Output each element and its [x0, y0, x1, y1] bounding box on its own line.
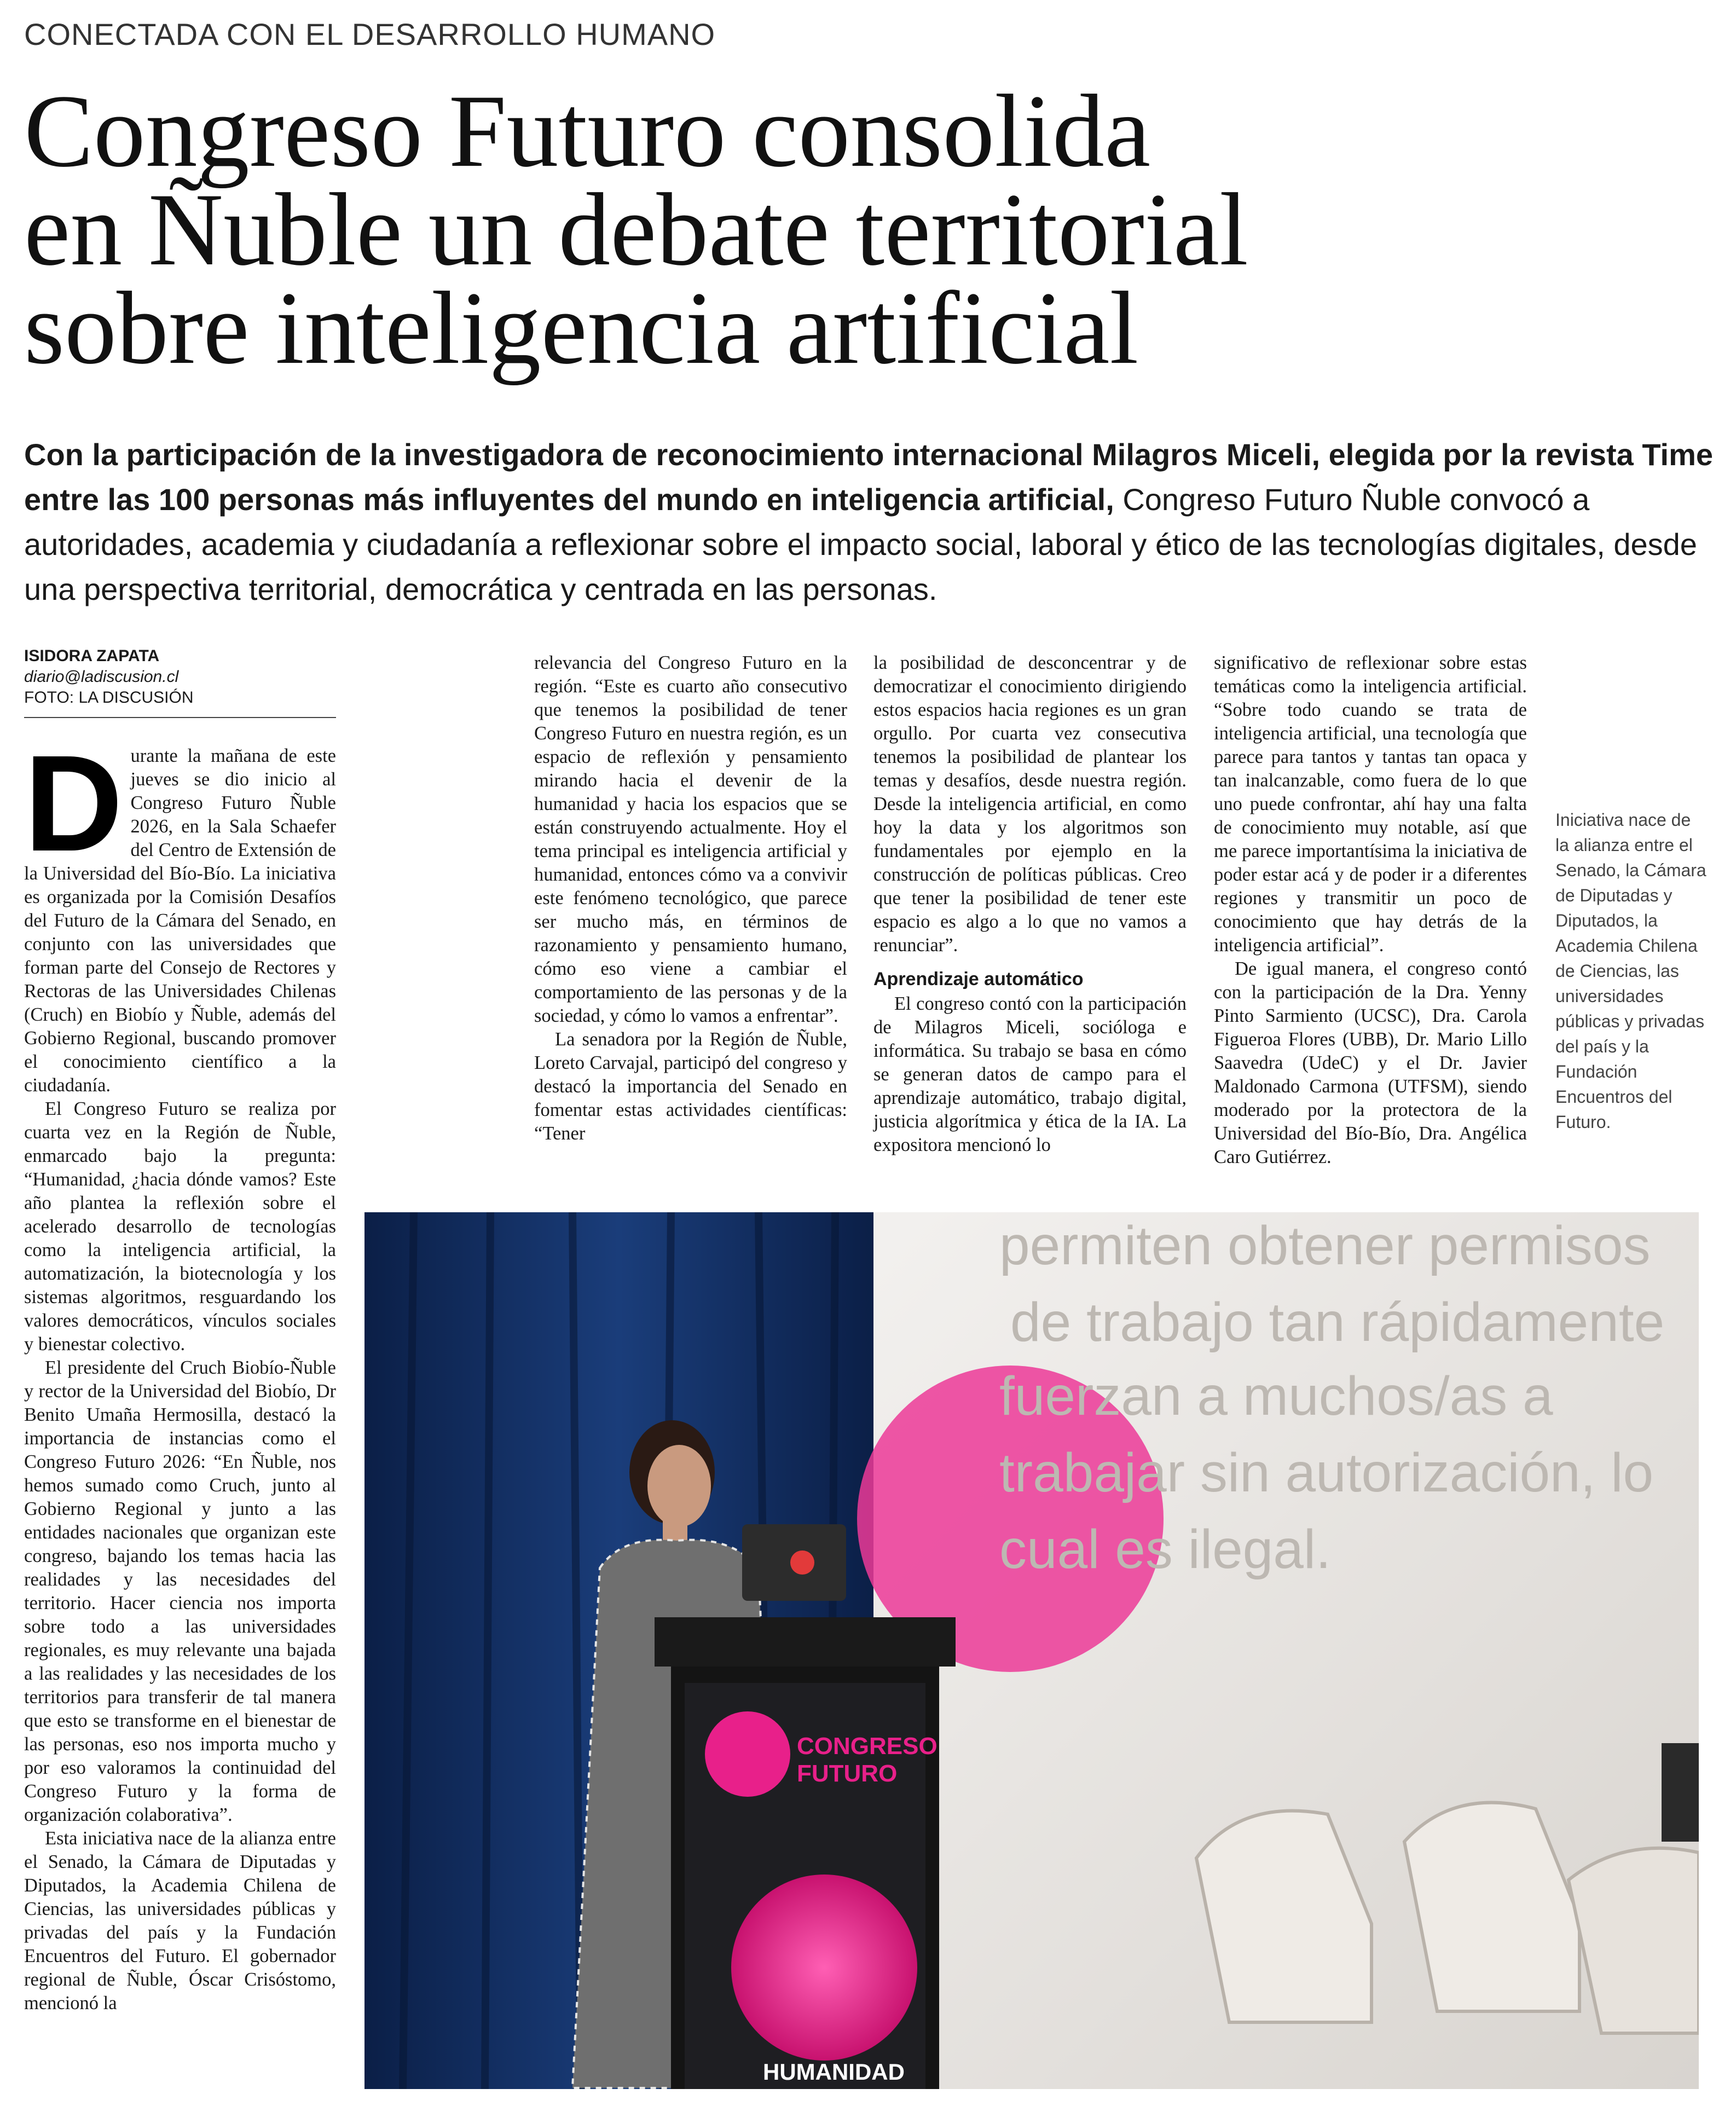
screen-text-line-4: trabajar sin autorización, lo [999, 1442, 1654, 1503]
paragraph-7: la posibilidad de desconcentrar y de democratizar el conocimiento dirigiendo estos espacios hacia regiones es un gran orgullo. Por cuarta vez consecutiva tenemos la posibilidad de plantear los temas y desafíos, desde nuestra región. Desde la inteligencia artificial, en como hoy la data y los algoritmos son fundamentales por ejemplo en la construcción de políticas públicas. Creo que tener la posibilidad de tener este espacio es algo a lo que no vamos a renunciar”. [873, 652, 1187, 956]
headline-line-3: sobre inteligencia artificial [24, 271, 1139, 386]
lead-bold: Con la participación de la investigadora de reconocimiento internacional Milagros Miceli, elegida por la revista Time entre las 100 personas más influyentes del mundo en inteligencia artificial, [24, 437, 1714, 517]
headline [24, 74, 1721, 386]
column-3 [873, 651, 1187, 1157]
screen-text-line-5: cual es ilegal. [999, 1519, 1331, 1580]
paragraph-1-text: urante la mañana de este jueves se dio inicio al Congreso Futuro Ñuble 2026, en la Sala Schaefer del Centro de Extensión de la Universidad del Bío-Bío. La iniciativa es organizada por la Comisión Desafíos del Futuro de la Cámara del Senado, en conjunto con las universidades que forman parte del Consejo de Rectores y Rectoras de las Universidades Chilenas (Cruch) en Biobío y Ñuble, además del Gobierno Regional, buscando promover el conocimiento científico a la ciudadanía. [24, 745, 336, 1096]
podium [655, 1617, 956, 2089]
headline-line-1: Congreso Futuro consolida [24, 74, 1151, 189]
column-2 [534, 651, 847, 1145]
paragraph-8: El congreso contó con la participación de Milagros Miceli, socióloga e informática. Su trabajo se basa en cómo se generan datos de campo para el aprendizaje automático, trabajo digital, justicia algorítmica y ética de la IA. La expositora mencionó lo [873, 993, 1187, 1155]
section-tag: CONECTADA CON EL DESARROLLO HUMANO [24, 17, 716, 51]
paragraph-6: La senadora por la Región de Ñuble, Loreto Carvajal, participó del congreso y destacó la importancia del Senado en fomentar estas actividades científicas: “Tener [534, 1029, 847, 1144]
lead-paragraph [24, 432, 1715, 612]
screen-text-line-3: fuerzan a muchos/as a [999, 1366, 1553, 1427]
article-photo [364, 1212, 1699, 2089]
paragraph-5: relevancia del Congreso Futuro en la región. “Este es cuarto año consecutivo que tenemos la posibilidad de tener Congreso Futuro en nuestra región, es un espacio de reflexión y pensamiento mirando hacia el devenir de la humanidad y hacia los espacios que se están construyendo actualmente. Hoy el tema principal es inteligencia artificial y humanidad, entonces cómo va a convivir este fenómeno tecnológico, que parece ser mucho más, en términos de razonamiento y pensamiento humano, cómo eso viene a cambiar el comportamiento de las personas y de la sociedad, y cómo lo vamos a enfrentar”. [534, 652, 847, 1026]
photo-credit: FOTO: LA DISCUSIÓN [24, 688, 194, 707]
drop-cap: D [24, 727, 123, 880]
paragraph-4: Esta iniciativa nace de la alianza entre el Senado, la Cámara de Diputadas y Diputados, la Academia Chilena de Ciencias, las universidades públicas y privadas del país y la Fundación Encuentros del Futuro. El gobernador regional de Ñuble, Óscar Crisóstomo, mencionó la [24, 1828, 336, 2014]
screen-text-line-1: permiten obtener permisos [999, 1215, 1651, 1276]
podium-logo-dot [705, 1711, 790, 1797]
paragraph-10: De igual manera, el congreso contó con la participación de la Dra. Yenny Pinto Sarmiento (UCSC), Dra. Carola Figueroa Flores (UBB), Dr. Mario Lillo Saavedra (UdeC) y el Dr. Javier Maldonado Carmona (UTFSM), siendo moderado por la protectora de la Universidad del Bío-Bío, Dra. Angélica Caro Gutiérrez. [1214, 958, 1527, 1167]
headline-line-2: en Ñuble un debate territorial [24, 172, 1248, 287]
lead-regular: Congreso Futuro Ñuble convocó a autoridades, academia y ciudadanía a reflexionar sobre el impacto social, laboral y ético de las tecnologías digitales, desde una perspectiva territorial, democrática y centrada en las personas. [24, 482, 1697, 606]
qr-code [1662, 1743, 1699, 1842]
paragraph-9: significativo de reflexionar sobre estas temáticas como la inteligencia artificial. “Sobre todo cuando se trata de inteligencia artificial, una tecnología que parece para tantos y tantas tan opaca y tan inalcanzable, como fuera de lo que uno puede confrontar, ahí hay una falta de conocimiento muy notable, así que me parece importantísima la iniciativa de poder estar acá y de poder ir a diferentes regiones y transmitir un poco de conocimiento que hay detrás de la inteligencia artificial”. [1214, 652, 1527, 956]
podium-bottom-text: HUMANIDAD [763, 2059, 905, 2085]
column-1 [24, 727, 336, 2015]
subheading: Aprendizaje automático [873, 969, 1084, 990]
author-name: ISIDORA ZAPATA [24, 647, 160, 665]
podium-brand-line-2: FUTURO [797, 1760, 898, 1787]
photo-illustration [364, 1212, 1699, 2089]
sidenote: Iniciativa nace de la alianza entre el Senado, la Cámara de Diputadas y Diputados, la Academia Chilena de Ciencias, las universidades públicas y privadas del país y la Fundación Encuentros del Futuro. [1555, 810, 1706, 1132]
screen-text-line-2: de trabajo tan rápidamente [1010, 1292, 1665, 1353]
author-email[interactable]: diario@ladiscusion.cl [24, 668, 179, 686]
paragraph-2: El Congreso Futuro se realiza por cuarta vez en la Región de Ñuble, enmarcado bajo la pregunta: “Humanidad, ¿hacia dónde vamos? Este año plantea la reflexión sobre el acelerado desarrollo de tecnologías como la inteligencia artificial, la automatización, la biotecnología y los sistemas algoritmos, resguardando los valores democráticos, vínculos sociales y bienestar colectivo. [24, 1098, 336, 1355]
byline-divider [24, 717, 336, 718]
podium-brand-line-1: CONGRESO [797, 1733, 938, 1760]
byline [24, 646, 336, 708]
column-4 [1214, 651, 1527, 1169]
paragraph-3: El presidente del Cruch Biobío-Ñuble y rector de la Universidad del Biobío, Dr Benito Umaña Hermosilla, destacó la importancia de instancias como el Congreso Futuro 2026: “En Ñuble, nos hemos sumado como Cruch, junto al Gobierno Regional y junto a las entidades nacionales que organizan este congreso, bajando los temas hacia las realidades y las necesidades del territorio. Hacer ciencia nos importa sobre todo a las universidades regionales, es muy relevante una bajada a las realidades y las necesidades de los territorios para transferir de tal manera que esto se transforme en el bienestar de las personas, eso nos importa mucho y por eso valoramos la continuidad del Congreso Futuro y la forma de organización colaborativa”. [24, 1357, 336, 1825]
podium-sphere [731, 1874, 917, 2061]
paragraph-1 [24, 727, 336, 1097]
